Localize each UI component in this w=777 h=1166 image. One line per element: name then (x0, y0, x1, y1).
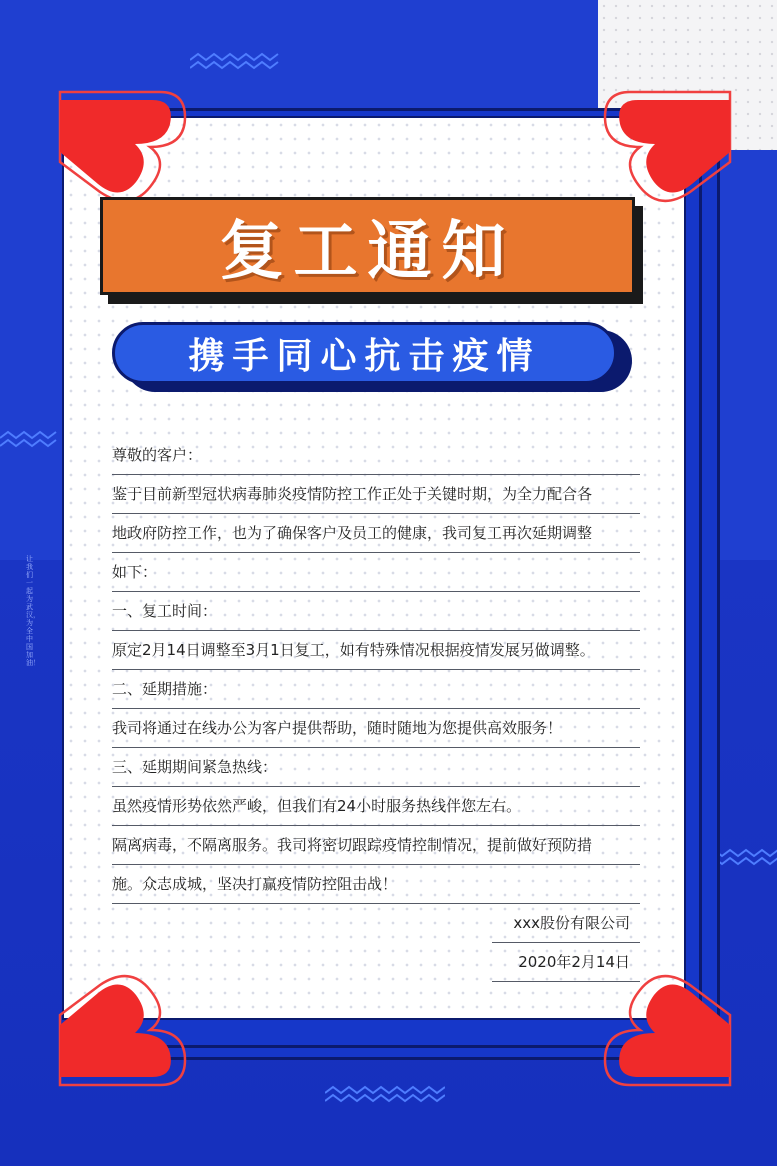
letter-line: 我司将通过在线办公为客户提供帮助，随时随地为您提供高效服务！ (112, 709, 640, 748)
section-heading: 三、延期期间紧急热线： (112, 748, 640, 787)
chevron-wave-icon (0, 430, 60, 454)
notice-content (112, 436, 640, 982)
subtitle: 携手同心抗击疫情 (188, 335, 541, 377)
side-slogan: 让我们一起为武汉，为全中国加油！ (26, 555, 40, 667)
letter-line: 施。众志成城，坚决打赢疫情防控阻击战！ (112, 865, 640, 904)
letter-line: 鉴于目前新型冠状病毒肺炎疫情防控工作正处于关键时期，为全力配合各 (112, 475, 640, 514)
chevron-wave-icon (190, 52, 280, 76)
letter-line: 隔离病毒，不隔离服务。我司将密切跟踪疫情控制情况，提前做好预防措 (112, 826, 640, 865)
letter-line: 如下： (112, 553, 640, 592)
title-banner (100, 197, 635, 295)
letter-line: 虽然疫情形势依然严峻，但我们有24小时服务热线伴您左右。 (112, 787, 640, 826)
greeting: 尊敬的客户： (112, 436, 640, 475)
subtitle-pill (112, 322, 617, 384)
notice-date: 2020年2月14日 (492, 943, 640, 982)
letter-line: 地政府防控工作，也为了确保客户及员工的健康，我司复工再次延期调整 (112, 514, 640, 553)
section-heading: 一、复工时间： (112, 592, 640, 631)
company-signature: xxx股份有限公司 (492, 904, 640, 943)
section-heading: 二、延期措施： (112, 670, 640, 709)
letter-line: 原定2月14日调整至3月1日复工，如有特殊情况根据疫情发展另做调整。 (112, 631, 640, 670)
chevron-wave-icon (325, 1085, 445, 1109)
page-title: 复工通知 (219, 215, 516, 289)
